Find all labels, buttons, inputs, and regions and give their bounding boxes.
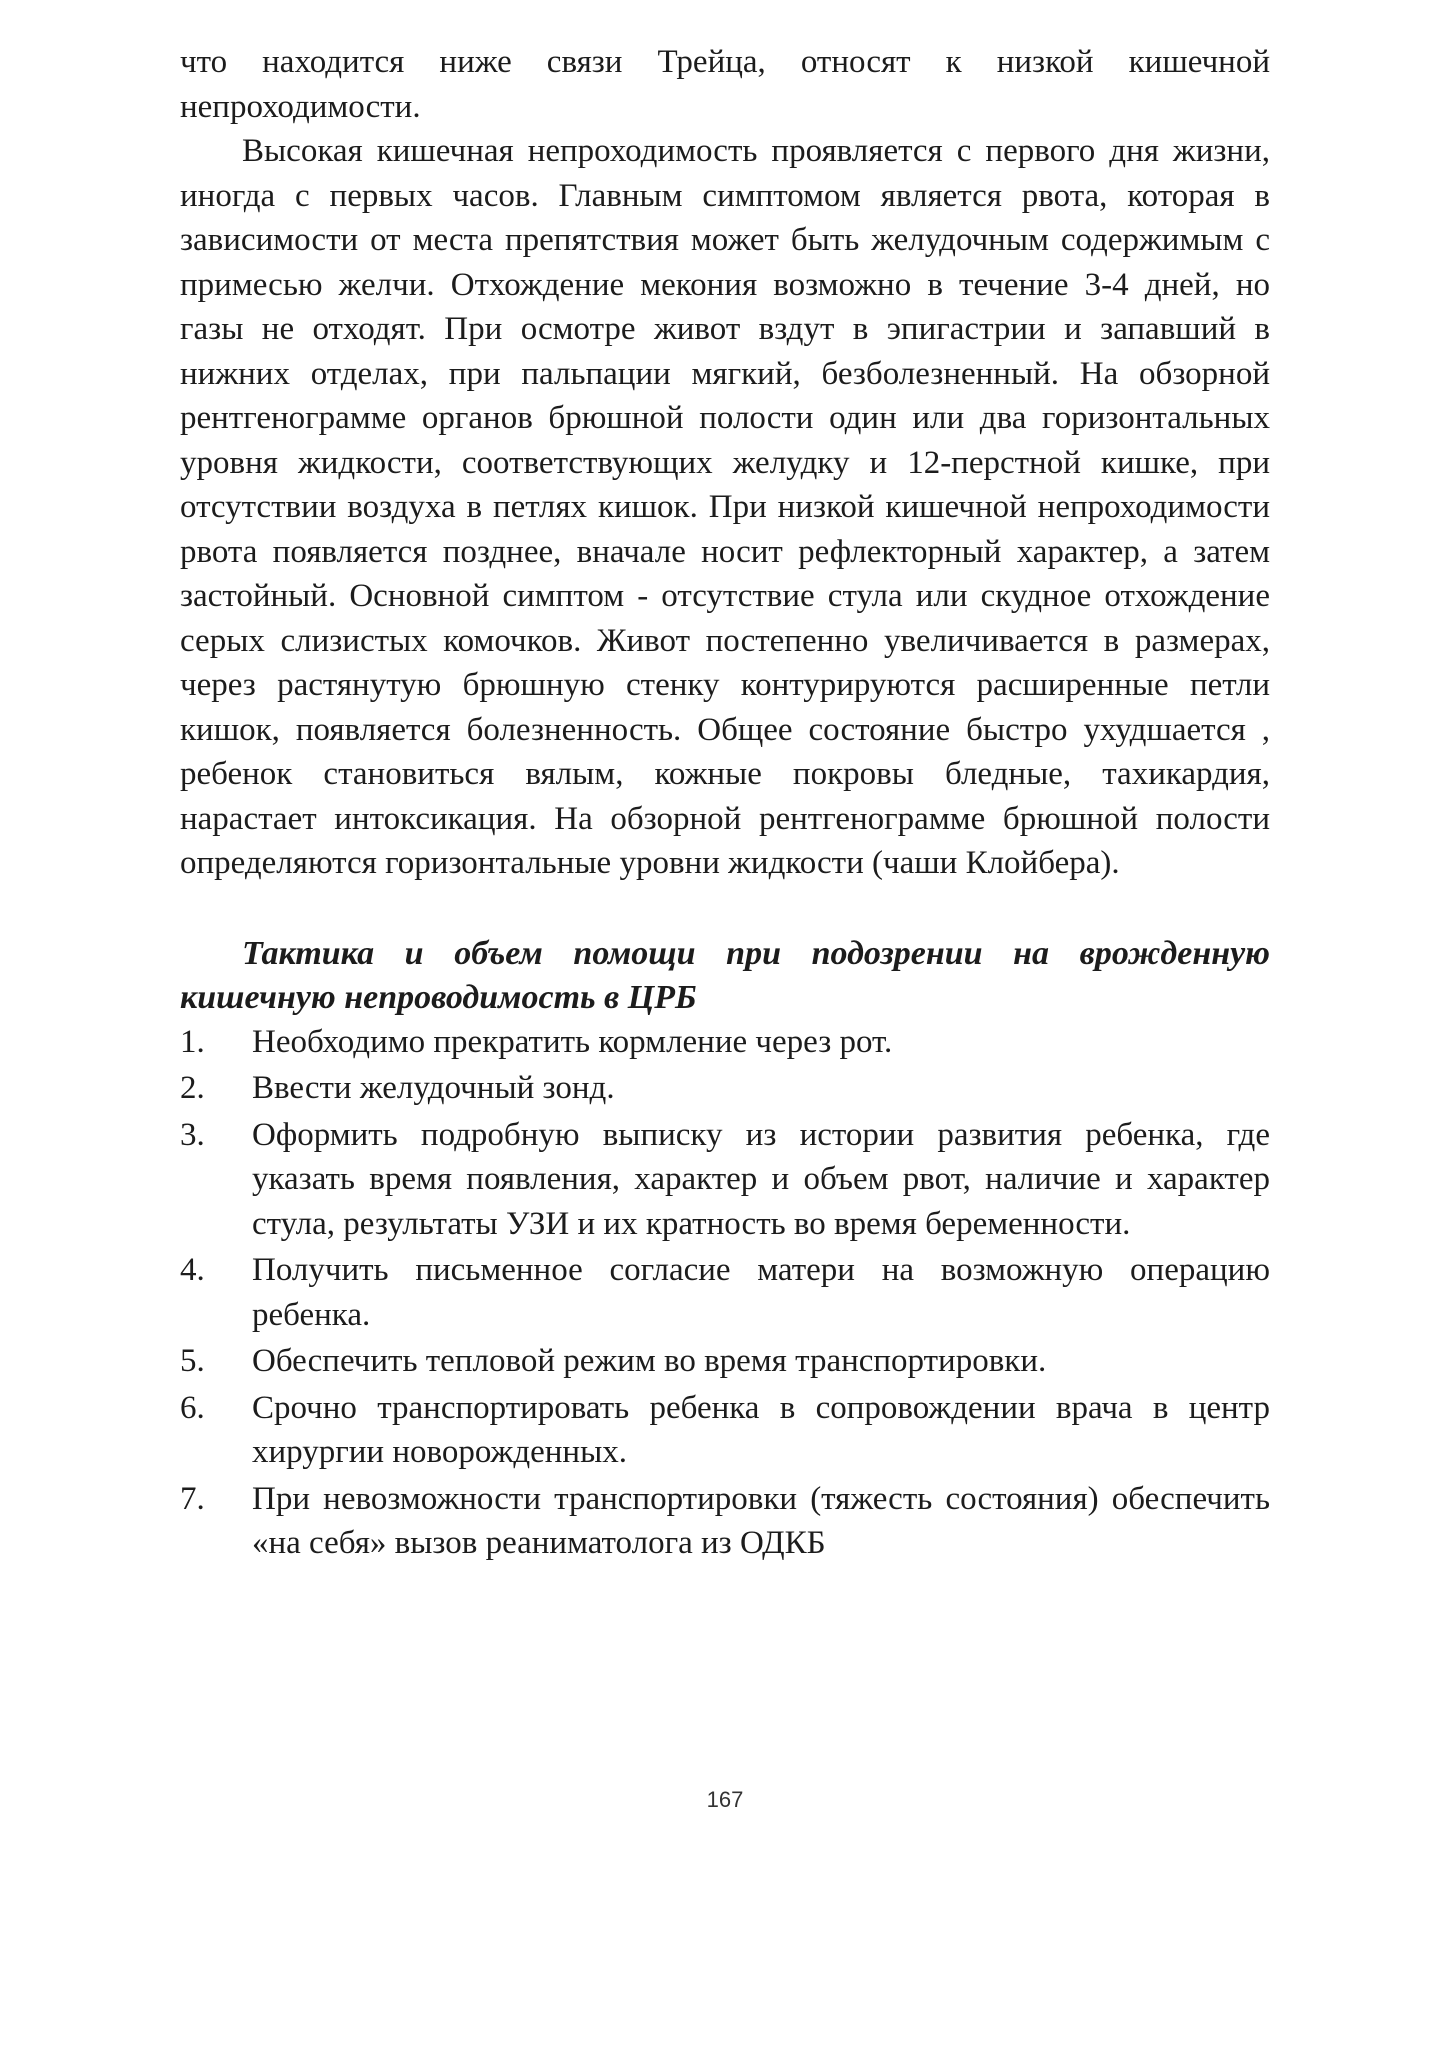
list-item-text: Необходимо прекратить кормление через рот. [252,1023,893,1060]
list-item [180,1248,1270,1337]
list-item [180,1477,1270,1566]
list-item [180,1113,1270,1247]
list-item-text: Обеспечить тепловой режим во время транспортировки. [252,1343,1047,1379]
list-item-text: При невозможности транспортировки (тяжесть состояния) обеспечить «на себя» вызов реаниматолога из ОДКБ [252,1480,1270,1561]
list-item-number: 3. [180,1116,205,1153]
list-item [180,1020,1270,1065]
list-item [180,1386,1270,1475]
list-item-number: 4. [180,1252,205,1288]
list-item-text: Получить письменное согласие матери на возможную операцию ребенка. [252,1252,1270,1333]
list-item-number: 5. [180,1343,205,1379]
list-item-text: Срочно транспортировать ребенка в сопровождении врача в центр хирургии новорожденных. [252,1389,1270,1470]
section-heading: Тактика и объем помощи при подозрении на врожденную кишечную непроводимость в ЦРБ [180,934,1270,1016]
paragraph-continuation: что находится ниже связи Трейца, относят к низкой кишечной непроходимости. [180,44,1270,125]
list-item-number: 2. [180,1070,205,1106]
document-page [180,40,1270,1568]
list-item-number: 1. [180,1023,205,1060]
list-item [180,1339,1270,1384]
list-item-text: Ввести желудочный зонд. [252,1070,615,1106]
list-item-number: 6. [180,1389,205,1426]
paragraph-intestinal-obstruction: Высокая кишечная непроходимость проявляется с первого дня жизни, иногда с первых часов. Главным симптомом является рвота, которая в зависимости от места препятствия может быть желудочным содержимым с примесью желчи. Отхождение мекония возможно в течение 3-4 дней, но газы не отходят. При осмотре живот вздут в эпигастрии и запавший в нижних отделах, при пальпации мягкий, безболезненный. На обзорной рентгенограмме органов брюшной полости один или два горизонтальных уровня жидкости, соответствующих желудку и 12-перстной кишке, при отсутствии воздуха в петлях кишок. При низкой кишечной непроходимости рвота появляется позднее, вначале носит рефлекторный характер, а затем застойный. Основной симптом - отсутствие стула или скудное отхождение серых слизистых комочков. Живот постепенно увеличивается в размерах, через растянутую брюшную стенку контурируются расширенные петли кишок, появляется болезненность. Общее состояние быстро ухудшается , ребенок становиться вялым, кожные покровы бледные, тахикардия, нарастает интоксикация. На обзорной рентгенограмме брюшной полости определяются горизонтальные уровни жидкости (чаши Клойбера). [180,133,1270,881]
page-number: 167 [706,1787,744,1812]
list-item-number: 7. [180,1480,205,1517]
steps-list [180,1020,1270,1566]
list-item [180,1066,1270,1111]
list-item-text: Оформить подробную выписку из истории развития ребенка, где указать время появления, характер и объем рвот, наличие и характер стула, результаты УЗИ и их кратность во время беременности. [252,1116,1270,1242]
